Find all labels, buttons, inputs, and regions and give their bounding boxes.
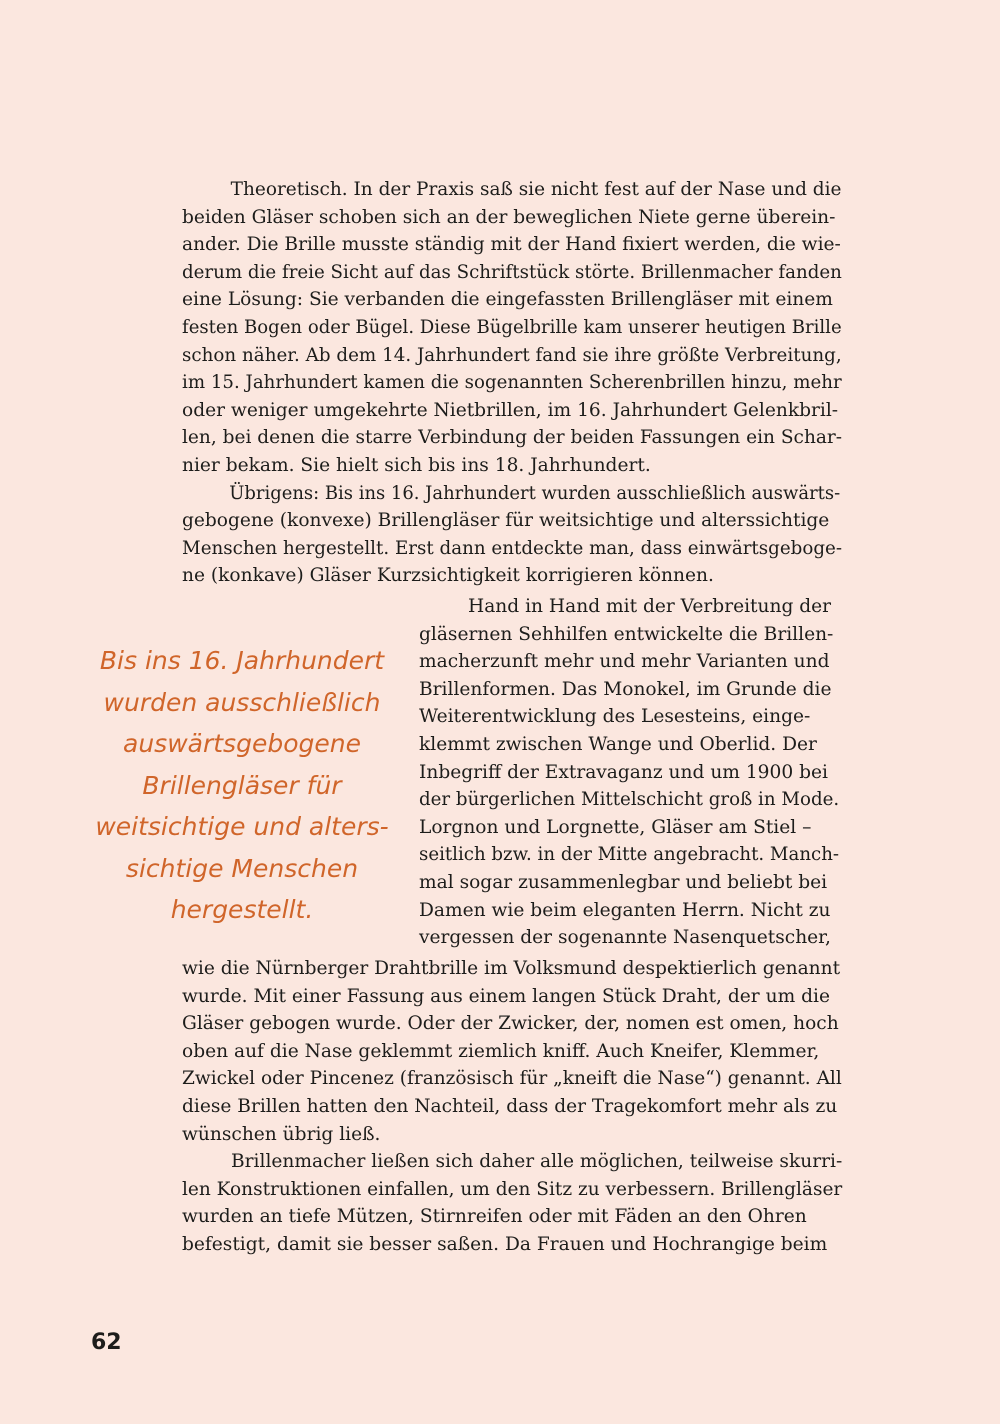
- paragraph-line: nier bekam. Sie hielt sich bis ins 18. Jahrhundert.: [182, 454, 651, 476]
- body-text-side: [419, 593, 849, 952]
- paragraph-line: len, bei denen die starre Verbindung der beiden Fassungen ein Schar-: [182, 427, 843, 449]
- paragraph-line: beiden Gläser schoben sich an der beweglichen Niete gerne überein-: [182, 206, 836, 228]
- paragraph-line: Übrigens: Bis ins 16. Jahrhundert wurden ausschließlich auswärts-: [229, 482, 841, 504]
- paragraph-line: Hand in Hand mit der Verbreitung der: [468, 596, 832, 617]
- pull-quote-line: hergestellt.: [170, 895, 314, 924]
- paragraph-line: klemmt zwischen Wange und Oberlid. Der: [419, 733, 817, 755]
- pull-quote-line: Brillengläser für: [142, 770, 342, 800]
- page-number: 62: [91, 1330, 122, 1355]
- paragraph-line: Gläser gebogen wurde. Oder der Zwicker, der, nomen est omen, hoch: [182, 1013, 839, 1035]
- body-text-bottom: [182, 955, 845, 1259]
- paragraph-line: mal sogar zusammenlegbar und beliebt bei: [419, 871, 828, 893]
- paragraph-line: befestigt, damit sie besser saßen. Da Frauen und Hochrangige beim: [182, 1233, 828, 1255]
- pull-quote-line: weitsichtige und alters-: [95, 812, 389, 841]
- paragraph-line: wünschen übrig ließ.: [182, 1123, 381, 1145]
- paragraph-line: schon näher. Ab dem 14. Jahrhundert fand sie ihre größte Verbreitung,: [182, 344, 842, 366]
- paragraph-line: Inbegriff der Extravaganz und um 1900 bei: [419, 761, 828, 783]
- paragraph-line: Zwickel oder Pincenez (französisch für „kneift die Nase“) genannt. All: [182, 1068, 842, 1090]
- paragraph-line: Weiterentwicklung des Lesesteins, einge-: [419, 706, 811, 728]
- paragraph-line: diese Brillen hatten den Nachteil, dass der Tragekomfort mehr als zu: [182, 1095, 838, 1117]
- paragraph-line: eine Lösung: Sie verbanden die eingefassten Brillengläser mit einem: [182, 289, 833, 311]
- paragraph-line: oben auf die Nase geklemmt ziemlich kniff. Auch Kneifer, Klemmer,: [182, 1040, 820, 1062]
- paragraph-line: Brillenmacher ließen sich daher alle möglichen, teilweise skurri-: [231, 1151, 843, 1173]
- paragraph-line: gebogene (konvexe) Brillengläser für weitsichtige und alterssichtige: [182, 510, 830, 532]
- paragraph-line: ne (konkave) Gläser Kurzsichtigkeit korrigieren können.: [182, 565, 714, 587]
- paragraph-line: seitlich bzw. in der Mitte angebracht. Manch-: [419, 844, 840, 866]
- pull-quote-line: wurden ausschließlich: [103, 687, 381, 717]
- paragraph-line: Damen wie beim eleganten Herrn. Nicht zu: [419, 899, 831, 921]
- paragraph-line: gläsernen Sehhilfen entwickelte die Brillen-: [419, 623, 834, 645]
- body-text-top: [182, 176, 864, 590]
- paragraph-line: wurde. Mit einer Fassung aus einem langen Stück Draht, der um die: [182, 985, 830, 1007]
- paragraph-line: wurden an tiefe Mützen, Stirnreifen oder mit Fäden an den Ohren: [182, 1206, 807, 1228]
- paragraph-line: Brillenformen. Das Monokel, im Grunde die: [419, 678, 832, 700]
- pull-quote: [82, 640, 402, 931]
- paragraph-line: im 15. Jahrhundert kamen die sogenannten Scherenbrillen hinzu, mehr: [182, 372, 842, 394]
- paragraph-line: oder weniger umgekehrte Nietbrillen, im 16. Jahrhundert Gelenkbril-: [182, 399, 839, 421]
- paragraph-line: Lorgnon und Lorgnette, Gläser am Stiel –: [419, 816, 812, 838]
- pull-quote-line: Bis ins 16. Jahrhundert: [99, 646, 385, 675]
- pull-quote-line: sichtige Menschen: [125, 853, 359, 883]
- paragraph-line: Theoretisch. In der Praxis saß sie nicht fest auf der Nase und die: [230, 179, 842, 200]
- paragraph-line: wie die Nürnberger Drahtbrille im Volksmund despektierlich genannt: [182, 958, 841, 979]
- paragraph-line: macherzunft mehr und mehr Varianten und: [419, 651, 830, 673]
- pull-quote-line: auswärtsgebogene: [123, 729, 361, 758]
- paragraph-line: derum die freie Sicht auf das Schriftstück störte. Brillenmacher fanden: [182, 261, 842, 283]
- paragraph-line: der bürgerlichen Mittelschicht groß in Mode.: [419, 789, 840, 811]
- paragraph-line: vergessen der sogenannte Nasenquetscher,: [419, 927, 831, 949]
- paragraph-line: Menschen hergestellt. Erst dann entdeckte man, dass einwärtsgeboge-: [182, 537, 842, 559]
- paragraph-line: len Konstruktionen einfallen, um den Sitz zu verbessern. Brillengläser: [182, 1178, 843, 1200]
- paragraph-line: ander. Die Brille musste ständig mit der Hand fixiert werden, die wie-: [182, 234, 841, 256]
- paragraph-line: festen Bogen oder Bügel. Diese Bügelbrille kam unserer heutigen Brille: [182, 316, 842, 338]
